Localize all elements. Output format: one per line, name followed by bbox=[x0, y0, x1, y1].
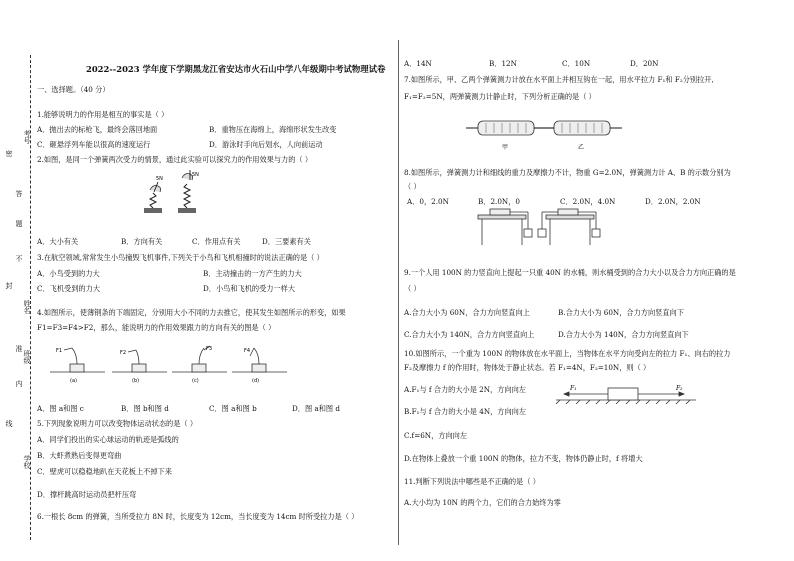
q10-stem-2: F₂及摩擦力 f 的作用时，物体处于静止状态。若 F₁=4N，F₂=10N，则（ ） bbox=[404, 363, 651, 372]
q7-stem-1: 7.如图所示，甲、乙两个弹簧测力计放在水平面上并相互钩在一起，用水平拉力 F₁和 F₂分别拉开, bbox=[404, 75, 714, 84]
q4-fig-cap-a: (a) bbox=[70, 378, 77, 384]
q2-option-a: A．大小有关 bbox=[37, 237, 79, 246]
q3-option-b: B．主动撞击的一方产生的力大 bbox=[203, 269, 302, 278]
q2-option-c: C．作用点有关 bbox=[192, 237, 241, 246]
q2-stem: 2.如图，是同一个弹簧两次受力的情景，通过此实验可以探究力的作用效果与力的（ ） bbox=[37, 155, 313, 164]
q5-option-d: D．撑杆跳高时运动员把杆压弯 bbox=[37, 490, 137, 499]
q2-option-d: D．三要素有关 bbox=[262, 237, 311, 246]
q4-fig-f3: F3 bbox=[206, 346, 213, 352]
q6-option-d: D．20N bbox=[630, 59, 659, 68]
q9-option-b: B.合力大小为 60N，合力方向竖直向下 bbox=[558, 308, 684, 317]
q4-fig-f1: F1 bbox=[56, 348, 63, 354]
q4-fig-cap-c: (c) bbox=[192, 378, 199, 384]
margin-label-class: 班级 bbox=[23, 350, 31, 364]
margin-label-seal-1: 密 bbox=[5, 150, 13, 157]
q10-block-figure bbox=[556, 380, 696, 404]
q5-option-c: C．壁虎可以稳稳地趴在天花板上不掉下来 bbox=[37, 467, 172, 476]
q7-spring-scales-figure bbox=[464, 113, 624, 157]
q3-option-d: D．小鸟和飞机的受力一样大 bbox=[203, 284, 296, 293]
q8-option-c: C．2.0N，4.0N bbox=[560, 197, 616, 206]
q4-option-a: A．图 a和图 c bbox=[37, 404, 84, 413]
q5-option-a: A．同学们投出的实心球运动的轨迹是弧线的 bbox=[37, 435, 179, 444]
q4-fig-f4: F4 bbox=[244, 348, 251, 354]
q1-option-a: A．抛出去的标枪飞，最终会落回地面 bbox=[37, 125, 158, 134]
q10-fig-f2: F₂ bbox=[676, 385, 683, 392]
q10-option-c: C.f=6N，方向向左 bbox=[404, 431, 468, 440]
q8-stem-2: （ ） bbox=[404, 182, 421, 191]
q5-stem: 5.下列现象说明力可以改变物体运动状态的是（ ） bbox=[37, 419, 198, 428]
margin-label-no-answer-2: 题 bbox=[15, 220, 23, 227]
margin-label-no-answer-1: 答 bbox=[15, 190, 23, 197]
q8-option-b: B．2.0N，0 bbox=[478, 197, 520, 206]
q9-option-d: D.合力大小为 140N，合力方向竖直向下 bbox=[558, 330, 689, 339]
q8-option-d: D．2.0N，2.0N bbox=[645, 197, 701, 206]
q4-fig-f2: F2 bbox=[120, 350, 127, 356]
margin-label-name: 姓名 bbox=[23, 300, 31, 314]
q3-stem: 3.在航空领域,常常发生小鸟撞毁飞机事件,下列关于小鸟和飞机相撞时的说法正确的是（ ） bbox=[37, 253, 324, 262]
q10-fig-f1: F₁ bbox=[570, 385, 577, 392]
q2-fig-label-1: 5N bbox=[156, 176, 163, 182]
q5-option-b: B．大虾煮熟后变得更弯曲 bbox=[37, 451, 122, 460]
margin-label-school: 学校 bbox=[23, 455, 31, 469]
q10-stem-1: 10.如图所示，一个重为 100N 的物体放在水平面上，当物体在水平方向受向左的拉力 F₁、向右的拉力 bbox=[404, 349, 731, 358]
q9-stem-2: （ ） bbox=[404, 284, 421, 293]
q4-option-d: D．图 a和图 d bbox=[292, 404, 340, 413]
section-heading: 一、选择题。（40 分） bbox=[37, 85, 110, 94]
q4-option-b: B．图 b和图 d bbox=[121, 404, 169, 413]
q8-option-a: A．0，2.0N bbox=[407, 197, 449, 206]
margin-label-seal-3: 线 bbox=[5, 420, 13, 427]
q6-stem: 6.一根长 8cm 的弹簧，当所受拉力 8N 时，长度变为 12cm，当长度变为 14cm 时所受拉力是（ ） bbox=[37, 512, 359, 521]
q4-fig-cap-d: (d) bbox=[252, 378, 260, 384]
q1-stem: 1.能够说明力的作用是相互的事实是（ ） bbox=[37, 110, 169, 119]
margin-label-no-answer-4: 准 bbox=[15, 345, 23, 352]
q2-fig-label-2: 5N bbox=[192, 172, 199, 178]
margin-label-no-answer-3: 不 bbox=[15, 255, 23, 262]
q4-option-c: C．图 a和图 b bbox=[209, 404, 257, 413]
binding-margin bbox=[0, 0, 34, 561]
q7-fig-caption-1: 甲 bbox=[502, 144, 509, 151]
q10-option-d: D.在物体上叠放一个重 100N 的物体，拉力不变，物体仍静止时，f 将增大 bbox=[404, 454, 643, 463]
q4-steel-strip-figure bbox=[50, 340, 288, 385]
q4-fig-cap-b: (b) bbox=[132, 378, 140, 384]
q9-option-c: C.合力大小为 140N，合力方向竖直向上 bbox=[404, 330, 535, 339]
q10-option-a: A.F₁与 f 合力的大小是 2N，方向向左 bbox=[404, 385, 526, 394]
q11-stem: 11.判断下列说法中哪些是不正确的是（ ） bbox=[404, 477, 540, 486]
q1-option-d: D．游泳时手向后划水，人向前运动 bbox=[209, 140, 323, 149]
q2-spring-figure bbox=[138, 168, 204, 220]
margin-label-exam-no: 考号 bbox=[23, 130, 31, 144]
q6-option-a: A．14N bbox=[404, 59, 432, 68]
q8-tables-figure bbox=[474, 207, 604, 249]
q8-stem-1: 8.如图所示，弹簧测力计和细线的重力及摩擦力不计，物重 G=2.0N，弹簧测力计 A、B 的示数分别为 bbox=[404, 168, 731, 177]
q11-option-a: A.大小均为 10N 的两个力，它们的合力始终为零 bbox=[404, 498, 561, 507]
q9-option-a: A.合力大小为 60N，合力方向竖直向上 bbox=[404, 308, 530, 317]
q4-stem-1: 4.如图所示，使薄钢条的下端固定，分别用大小不同的力去推它，使其发生如图所示的形变，如果 bbox=[37, 308, 346, 317]
margin-label-no-answer-5: 内 bbox=[15, 380, 23, 387]
q7-stem-2: F₁=F₂=5N，两弹簧测力计静止时，下列分析正确的是（ ） bbox=[404, 92, 596, 101]
q2-option-b: B．方向有关 bbox=[121, 237, 163, 246]
q4-stem-2: F1=F3=F4>F2，那么，能说明力的作用效果跟力的方向有关的图是（ ） bbox=[37, 323, 276, 332]
q1-option-c: C．砸悬浮列车能以很高的速度运行 bbox=[37, 140, 151, 149]
q3-option-c: C．飞机受到的力大 bbox=[37, 284, 101, 293]
q3-option-a: A．小鸟受到的力大 bbox=[37, 269, 100, 278]
q10-option-b: B.F₁与 f 合力的大小是 4N，方向向左 bbox=[404, 407, 527, 416]
q6-option-c: C．10N bbox=[562, 59, 591, 68]
column-divider bbox=[398, 40, 399, 545]
q9-stem-1: 9.一个人用 100N 的力竖直向上提起一只重 40N 的水桶，则水桶受到的合力大小以及合力方向正确的是 bbox=[404, 268, 736, 277]
q1-option-b: B．重物压在海绵上，海绵形状发生改变 bbox=[209, 125, 337, 134]
q7-fig-caption-2: 乙 bbox=[578, 144, 585, 151]
page-title: 2022--2023 学年度下学期黑龙江省安达市火石山中学八年级期中考试物理试卷 bbox=[86, 64, 386, 74]
margin-label-seal-2: 封 bbox=[5, 282, 13, 289]
q6-option-b: B．12N bbox=[489, 59, 517, 68]
